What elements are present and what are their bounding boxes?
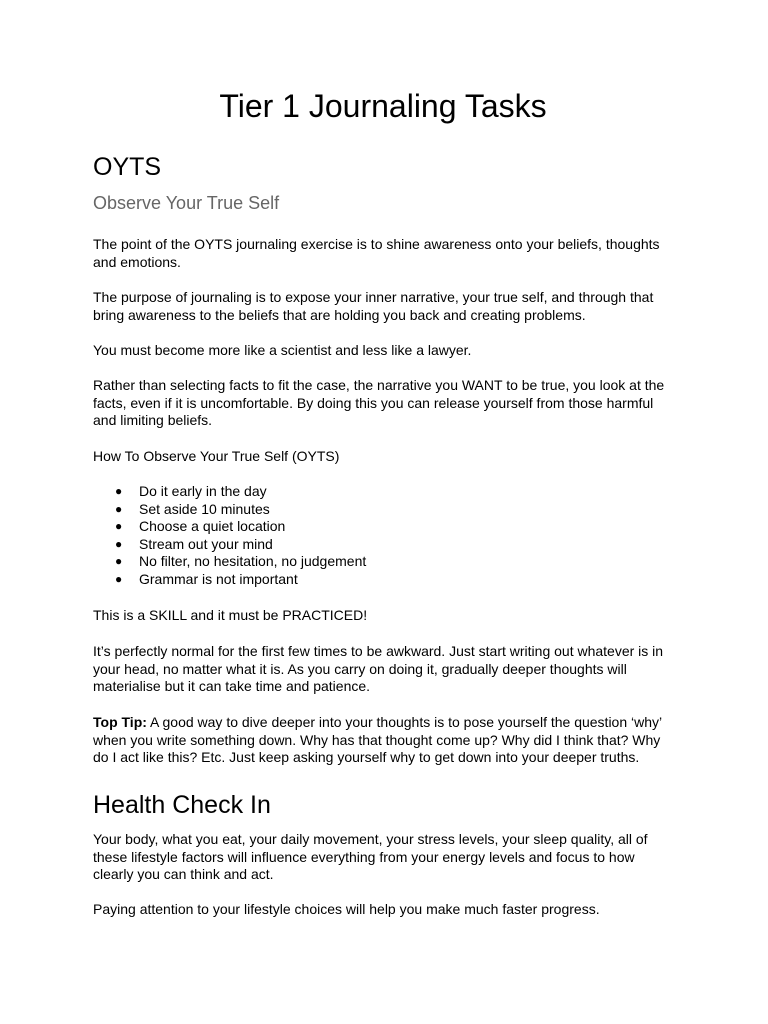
section-heading-oyts: OYTS (93, 153, 162, 181)
list-item-text: Stream out your mind (139, 535, 273, 552)
document-title: Tier 1 Journaling Tasks (219, 88, 547, 124)
list-item-text: No filter, no hesitation, no judgement (139, 553, 367, 570)
bullet-list (93, 483, 366, 589)
paragraph: The purpose of journaling is to expose your inner narrative, your true self, and through that bring awareness to the beliefs that are holding you back and creating problems. (93, 289, 654, 323)
top-tip-label: Top Tip: (93, 714, 147, 730)
paragraph: How To Observe Your True Self (OYTS) (93, 448, 340, 464)
paragraph: Rather than selecting facts to fit the case, the narrative you WANT to be true, you look at the facts, even if it is uncomfortable. By doing this you can release yourself from those harmful and limiting beliefs. (93, 377, 665, 429)
top-tip-paragraph (93, 714, 675, 767)
bullet-icon: ● (115, 484, 123, 498)
list-item-text: Grammar is not important (139, 570, 298, 587)
paragraph: It’s perfectly normal for the first few times to be awkward. Just start writing out whatever is in your head, no matter what it is. As you carry on doing it, gradually deeper thoughts will materialise but it can take time and patience. (93, 643, 664, 695)
paragraph: You must become more like a scientist and less like a lawyer. (93, 342, 472, 358)
list-item-text: Do it early in the day (139, 483, 267, 499)
list-item (93, 536, 366, 554)
paragraph: The point of the OYTS journaling exercise is to shine awareness onto your beliefs, thoughts and emotions. (93, 236, 660, 270)
list-item (93, 571, 366, 589)
paragraph: Your body, what you eat, your daily movement, your stress levels, your sleep quality, all of these lifestyle factors will influence everything from your energy levels and focus to how clearly you can think and act. (93, 831, 648, 883)
bullet-icon: ● (115, 536, 123, 551)
paragraph: This is a SKILL and it must be PRACTICED! (93, 607, 368, 623)
list-item-text: Set aside 10 minutes (139, 500, 270, 517)
section-subheading: Observe Your True Self (93, 193, 280, 213)
section-heading-health: Health Check In (93, 791, 271, 819)
list-item (93, 553, 366, 571)
top-tip-text: A good way to dive deeper into your thoughts is to pose yourself the question ‘why’ when you write something down. Why has that thought come up? Why did I think that? Why do I act like this? Etc. Just keep asking yourself why to get down into your deeper truths. (93, 714, 662, 766)
list-item (93, 501, 366, 519)
bullet-icon: ● (115, 519, 123, 534)
bullet-icon: ● (115, 571, 123, 586)
bullet-icon: ● (115, 501, 123, 516)
list-item (93, 518, 366, 536)
list-item (93, 483, 366, 501)
paragraph: Paying attention to your lifestyle choices will help you make much faster progress. (93, 901, 600, 917)
bullet-icon: ● (115, 554, 123, 569)
list-item-text: Choose a quiet location (139, 518, 286, 535)
